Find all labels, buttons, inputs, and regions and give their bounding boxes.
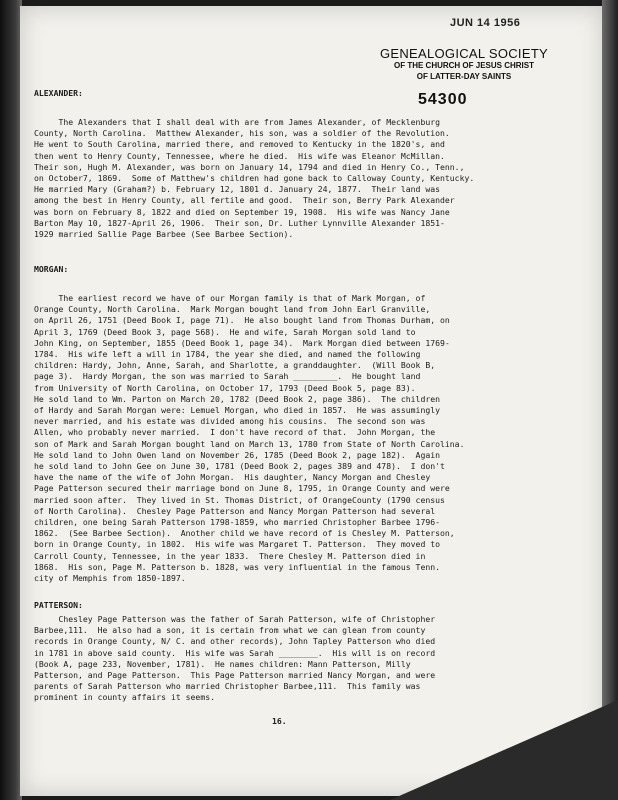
text-line: on April 26, 1751 (Deed Book I, page 71). He also bought land from Thomas Durham, on (34, 315, 450, 326)
text-line: never married, and his estate was divided among his cousins. The second son was (34, 416, 426, 427)
page-number: 16. (272, 716, 287, 726)
text-line: Carroll County, Tennessee, in the year 1833. There Chesley M. Patterson died in (34, 550, 426, 561)
text-line: son of Mark and Sarah Morgan bought land on March 13, 1780 from State of North Carolina. (34, 438, 465, 449)
text-line: Chesley Page Patterson was the father of Sarah Patterson, wife of Christopher (34, 614, 436, 624)
text-line: among the best in Henry County, all fertile and good. Their son, Berry Park Alexander (34, 195, 455, 206)
text-line: was born on February 8, 1822 and died on September 19, 1908. His wife was Nancy Jane (34, 206, 450, 217)
society-stamp (354, 48, 574, 83)
text-line: born in Orange County, in 1802. His wife was Margaret T. Patterson. They moved to (34, 539, 441, 550)
text-line: The earliest record we have of our Morgan family is that of Mark Morgan, of (34, 293, 426, 303)
society-saints-line: OF LATTER-DAY SAINTS (416, 72, 512, 82)
text-line: Orange County, North Carolina. Mark Morgan bought land from John Earl Granville, (34, 304, 431, 315)
text-line: The Alexanders that I shall deal with are from James Alexander, of Mecklenburg (34, 117, 441, 127)
text-line: city of Memphis from 1850-1897. (34, 573, 186, 584)
page-right-edge (602, 0, 618, 800)
text-line: Barbee,111. He also had a son, it is certain from what we can glean from county (34, 625, 426, 636)
text-line: of Hardy and Sarah Morgan were: Lemuel Morgan, who died in 1857. He was assumingly (34, 405, 441, 416)
received-date-stamp: JUN 14 1956 (450, 17, 521, 29)
text-line: prominent in county affairs it seems. (34, 692, 215, 703)
text-line: County, North Carolina. Matthew Alexander, his son, was a soldier of the Revolution. (34, 128, 450, 139)
text-line: 1784. His wife left a will in 1784, the year she died, and named the following (34, 349, 421, 360)
paragraph-patterson (34, 614, 435, 704)
text-line: parents of Sarah Patterson who married Christopher Barbee,111. This family was (34, 681, 421, 692)
text-line: 1929 married Sallie Page Barbee (See Barbee Section). (34, 229, 294, 240)
text-line: 1868. His son, Page M. Patterson b. 1828, was very influential in the famous Tenn. (34, 561, 441, 572)
text-line: married soon after. They lived in St. Thomas District, of OrangeCounty (1790 census (34, 494, 445, 505)
text-line: children: Hardy, John, Anne, Sarah, and Sharlotte, a granddaughter. (Will Book B, (34, 360, 436, 371)
binder-edge (0, 0, 22, 800)
text-line: in 1781 in above said county. His wife was Sarah ________. His will is on record (34, 647, 436, 658)
text-line: April 3, 1769 (Deed Book 3, page 568). He and wife, Sarah Morgan sold land to (34, 326, 416, 337)
text-line: of North Carolina). Chesley Page Patterson and Nancy Morgan Patterson had several (34, 505, 436, 516)
text-line: he sold land to John Gee on June 30, 1781 (Deed Book 2, pages 389 and 478). I don't (34, 461, 445, 472)
text-line: (Book A, page 233, November, 1781). He names children: Mann Patterson, Milly (34, 658, 411, 669)
text-line: Allen, who probably never married. I don't have record of that. John Morgan, the (34, 427, 436, 438)
text-line: page 3). Hardy Morgan, the son was married to Sarah _________. He bought land (34, 371, 421, 382)
text-line: He went to South Carolina, married there, and removed to Kentucky in the 1820's, and (34, 139, 445, 150)
text-line: He married Mary (Graham?) b. February 12, 1801 d. January 24, 1877. Their land was (34, 184, 441, 195)
text-line: then went to Henry County, Tennessee, where he died. His wife was Eleanor McMillan. (34, 150, 445, 161)
text-line: have the name of the wife of John Morgan. His daughter, Nancy Morgan and Chesley (34, 472, 431, 483)
text-line: records in Orange County, N/ C. and other records), John Tapley Patterson who died (34, 636, 436, 647)
text-line: from University of North Carolina, on October 17, 1793 (Deed Book 5, page 83). (34, 382, 416, 393)
text-line: Barton May 10, 1827-April 26, 1906. Their son, Dr. Luther Lynnville Alexander 1851- (34, 217, 445, 228)
section-heading-patterson: PATTERSON: (34, 600, 83, 610)
text-line: on October7, 1869. Some of Matthew's children had gone back to Calloway County, Kentucky. (34, 173, 475, 184)
record-number: 54300 (418, 91, 468, 108)
text-line: children, one being Sarah Patterson 1798-1859, who married Christopher Barbee 1796- (34, 517, 441, 528)
society-church-line: OF THE CHURCH OF JESUS CHRIST (393, 61, 534, 71)
text-line: Patterson, and Page Patterson. This Page Patterson married Nancy Morgan, and were (34, 670, 436, 681)
text-line: 1862. (See Barbee Section). Another child we have record of is Chesley M. Patterson, (34, 528, 455, 539)
text-line: Their son, Hugh M. Alexander, was born on January 14, 1794 and died in Henry Co., Tenn., (34, 161, 465, 172)
text-line: He sold land to John Owen land on November 26, 1785 (Deed Book 2, page 182). Again (34, 449, 441, 460)
paragraph-morgan (34, 293, 464, 584)
text-line: Page Patterson secured their marriage bond on June 8, 1795, in Orange County and were (34, 483, 450, 494)
section-heading-alexander: ALEXANDER: (34, 88, 83, 98)
section-heading-morgan: MORGAN: (34, 264, 69, 274)
paragraph-alexander (34, 117, 474, 240)
text-line: John King, on September, 1855 (Deed Book 1, page 34). Mark Morgan died between 1769- (34, 337, 450, 348)
society-name: GENEALOGICAL SOCIETY (379, 46, 549, 61)
text-line: He sold land to Wm. Parton on March 20, 1782 (Deed Book 2, page 386). The children (34, 393, 441, 404)
